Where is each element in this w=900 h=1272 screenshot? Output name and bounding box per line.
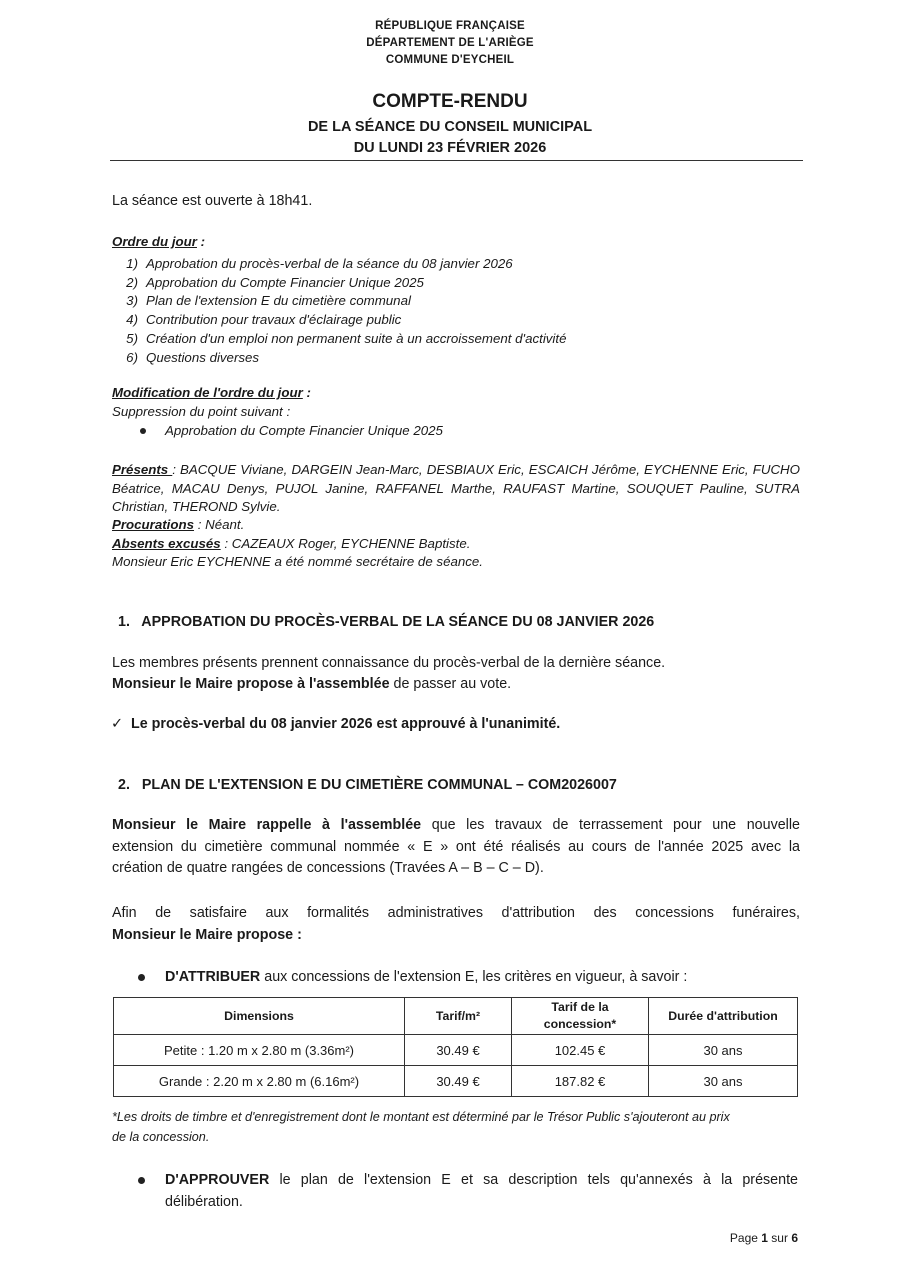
attendance-present: Présents : BACQUE Viviane, DARGEIN Jean-Marc, DESBIAUX Eric, ESCAICH Jérôme, EYCHENNE Eric, FUCHO Béatrice, MACAU Denys, PUJOL Janine, RAFFANEL Marthe, RAUFAST Martine, SOUQUET Pauline, SUTRA Christian, THEROND Sylvie. <box>112 462 800 515</box>
table-cell: 102.45 € <box>512 1035 649 1066</box>
bullet-icon <box>138 974 145 981</box>
agenda-heading-label: Ordre du jour <box>112 234 197 249</box>
attendance-absent: Absents excusés : CAZEAUX Roger, EYCHENNE Baptiste. <box>112 536 471 551</box>
section-1-proposal: Monsieur le Maire propose à l'assemblée de passer au vote. <box>112 676 512 692</box>
page-title: COMPTE-RENDU <box>372 91 528 112</box>
section-2-title: 2. PLAN DE L'EXTENSION E DU CIMETIÈRE COMMUNAL – COM2026007 <box>118 777 617 793</box>
agenda-item: 2) Approbation du Compte Financier Unique 2025 <box>126 274 424 290</box>
check-icon: ✓ <box>111 716 123 732</box>
page-number: Page 1 sur 6 <box>729 1231 798 1245</box>
section-1-result: ✓ Le procès-verbal du 08 janvier 2026 est approuvé à l'unanimité. <box>111 716 561 732</box>
table-header-cell: Durée d'attribution <box>649 998 798 1035</box>
bullet-icon <box>138 1177 145 1184</box>
agenda-item: 3) Plan de l'extension E du cimetière communal <box>126 293 411 309</box>
modification-intro: Suppression du point suivant : <box>112 404 291 419</box>
agenda-item: 6) Questions diverses <box>126 349 260 365</box>
attendance-proxies: Procurations : Néant. <box>112 517 245 532</box>
table-cell: 30 ans <box>649 1035 798 1066</box>
table-header-cell: Dimensions <box>114 998 405 1035</box>
header-department: DÉPARTEMENT DE L'ARIÈGE <box>366 37 534 49</box>
modification-heading-colon: : <box>302 385 311 400</box>
page-subtitle-session: DE LA SÉANCE DU CONSEIL MUNICIPAL <box>307 119 593 135</box>
section-2-paragraph-2: Afin de satisfaire aux formalités administratives d'attribution des concessions funéraires, Monsieur le Maire propose : <box>112 905 800 943</box>
page-subtitle-date: DU LUNDI 23 FÉVRIER 2026 <box>353 140 547 156</box>
table-cell: 187.82 € <box>512 1066 649 1097</box>
table-cell: 30.49 € <box>405 1066 512 1097</box>
attendance-secretary: Monsieur Eric EYCHENNE a été nommé secrétaire de séance. <box>112 554 483 569</box>
table-header-cell: Tarif/m² <box>405 998 512 1035</box>
agenda-item: 4) Contribution pour travaux d'éclairage public <box>126 312 402 328</box>
table-row <box>114 1035 798 1066</box>
table-cell: 30 ans <box>649 1066 798 1097</box>
header-commune: COMMUNE D'EYCHEIL <box>385 54 515 66</box>
section-2-bullet-attribuer: D'ATTRIBUER aux concessions de l'extension E, les critères en vigueur, à savoir : <box>138 969 687 985</box>
section-1-paragraph: Les membres présents prennent connaissance du procès-verbal de la dernière séance. <box>112 655 666 671</box>
table-cell: Petite : 1.20 m x 2.80 m (3.36m²) <box>114 1035 405 1066</box>
section-2-bullet-approuver: D'APPROUVER le plan de l'extension E et sa description tels qu'annexés à la présente délibération. <box>138 1170 798 1213</box>
bullet-icon <box>140 428 146 434</box>
agenda-heading <box>112 234 205 249</box>
modification-item: Approbation du Compte Financier Unique 2025 <box>140 423 443 438</box>
modification-heading-label: Modification de l'ordre du jour <box>112 385 303 400</box>
tariff-table <box>113 997 798 1097</box>
table-cell: Grande : 2.20 m x 2.80 m (6.16m²) <box>114 1066 405 1097</box>
table-row <box>114 1066 798 1097</box>
modification-heading <box>112 385 311 400</box>
agenda-item: 1) Approbation du procès-verbal de la séance du 08 janvier 2026 <box>126 256 513 271</box>
header-divider <box>110 160 803 161</box>
section-2-paragraph-1: Monsieur le Maire rappelle à l'assemblée que les travaux de terrassement pour une nouvelle extension du cimetière communal nommée « E » ont été réalisés au cours de l'année 2025 avec la création de quatre rangées de concessions (Travées A – B – C – D). <box>112 817 800 876</box>
agenda-list <box>112 255 566 367</box>
agenda-item: 5) Création d'un emploi non permanent suite à un accroissement d'activité <box>126 330 567 346</box>
agenda-heading-colon: : <box>196 234 206 249</box>
opening-statement: La séance est ouverte à 18h41. <box>112 193 313 209</box>
table-footnote: *Les droits de timbre et d'enregistrement dont le montant est déterminé par le Trésor Public s'ajouteront au prix de la concession. <box>112 1110 730 1144</box>
section-1-title: 1. APPROBATION DU PROCÈS-VERBAL DE LA SÉANCE DU 08 JANVIER 2026 <box>118 614 655 630</box>
present-label: Présents <box>112 462 173 477</box>
table-header-row <box>114 998 798 1035</box>
table-cell: 30.49 € <box>405 1035 512 1066</box>
table-header-cell: Tarif de la concession* <box>512 998 649 1035</box>
header-republic: RÉPUBLIQUE FRANÇAISE <box>375 20 525 32</box>
